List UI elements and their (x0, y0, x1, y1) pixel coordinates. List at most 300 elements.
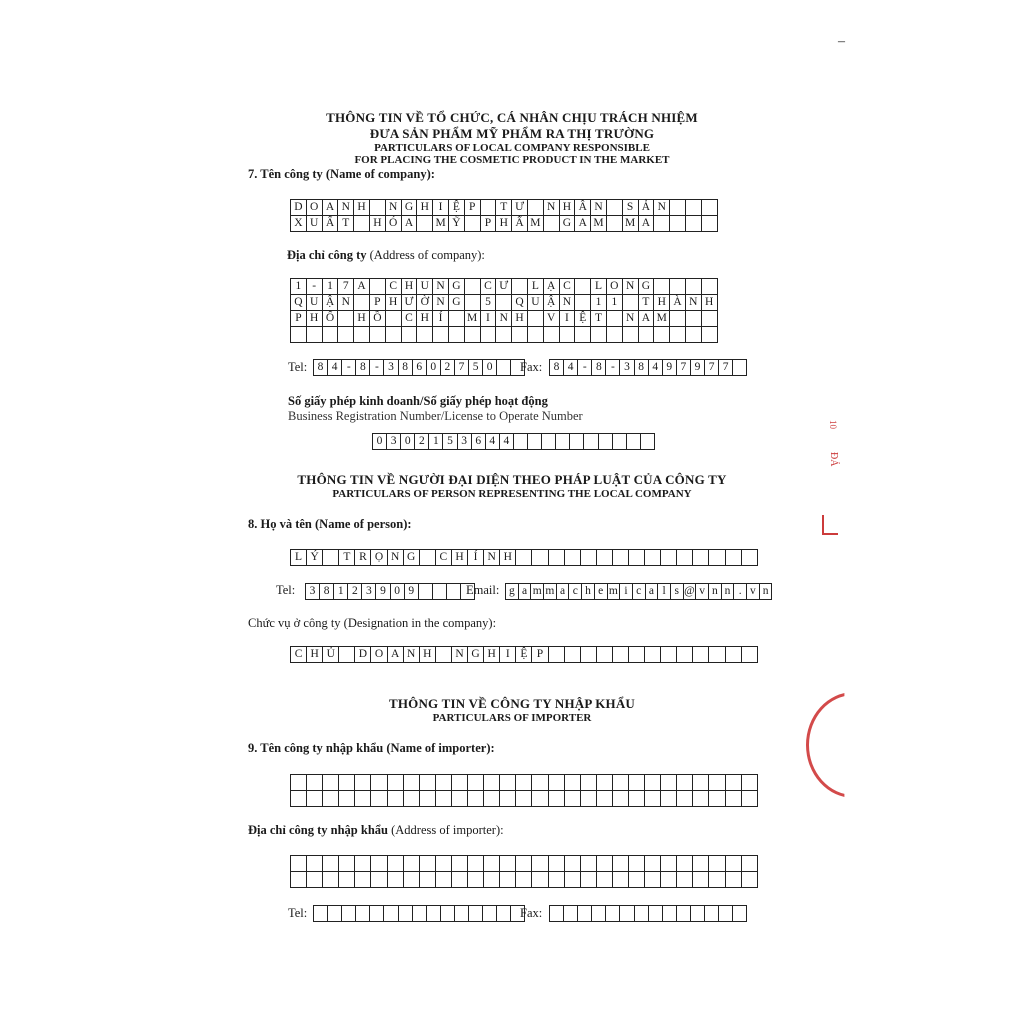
char-box (419, 584, 433, 600)
side-stamp-mark (822, 515, 838, 535)
char-box: N (433, 279, 449, 295)
char-box (532, 775, 548, 791)
char-box (465, 327, 481, 343)
char-box: Ố (323, 311, 339, 327)
char-box: 7 (338, 279, 354, 295)
char-box (645, 775, 661, 791)
char-box: 8 (356, 360, 370, 376)
char-box (544, 327, 560, 343)
char-box (581, 550, 597, 566)
char-box: N (433, 295, 449, 311)
char-box: N (452, 647, 468, 663)
char-box: Ó (386, 216, 402, 232)
company-address-label-en: (Address of company): (369, 248, 485, 262)
char-box (709, 550, 725, 566)
char-box (452, 791, 468, 807)
company-section-title-en-1: PARTICULARS OF LOCAL COMPANY RESPONSIBLE (374, 142, 650, 154)
char-box: Ọ (371, 550, 387, 566)
char-box: 2 (441, 360, 455, 376)
char-box: l (658, 584, 671, 600)
char-box (635, 906, 649, 922)
char-box: 8 (592, 360, 606, 376)
char-box (291, 872, 307, 888)
char-box (581, 791, 597, 807)
char-box (670, 311, 686, 327)
char-box: 5 (443, 434, 457, 450)
char-box (339, 775, 355, 791)
company-name-label: 7. Tên công ty (Name of company): (248, 167, 435, 181)
char-box (693, 856, 709, 872)
char-box: a (646, 584, 659, 600)
char-box: O (371, 647, 387, 663)
char-box (420, 775, 436, 791)
char-box: G (449, 295, 465, 311)
person-section-title-vn: THÔNG TIN VỀ NGƯỜI ĐẠI DIỆN THEO PHÁP LUẬT CỦA CÔNG TY (297, 472, 727, 487)
char-box: 1 (591, 295, 607, 311)
char-box (742, 775, 758, 791)
importer-tel-row[interactable] (313, 905, 525, 922)
char-box (338, 327, 354, 343)
char-box (677, 872, 693, 888)
char-box: 6 (413, 360, 427, 376)
char-box: Ậ (323, 295, 339, 311)
char-box (468, 775, 484, 791)
char-box (449, 311, 465, 327)
char-box: R (355, 550, 371, 566)
char-box: U (307, 216, 323, 232)
char-box (629, 872, 645, 888)
char-box: G (402, 200, 418, 216)
char-box (388, 872, 404, 888)
char-box (436, 647, 452, 663)
char-box: Ồ (370, 311, 386, 327)
char-box (433, 584, 447, 600)
char-box: Ỹ (449, 216, 465, 232)
company-address-row[interactable] (290, 310, 718, 327)
char-box (549, 775, 565, 791)
char-box (370, 200, 386, 216)
char-box (654, 216, 670, 232)
char-box: H (386, 295, 402, 311)
char-box (307, 791, 323, 807)
char-box: 4 (500, 434, 514, 450)
char-box (417, 216, 433, 232)
char-box (516, 550, 532, 566)
char-box (291, 791, 307, 807)
char-box (420, 791, 436, 807)
char-box (649, 906, 663, 922)
char-box (291, 775, 307, 791)
char-box: 3 (620, 360, 634, 376)
company-fax-row[interactable] (549, 359, 747, 376)
char-box (528, 434, 542, 450)
char-box (726, 550, 742, 566)
char-box: v (696, 584, 709, 600)
char-box (584, 434, 598, 450)
char-box (354, 327, 370, 343)
char-box (323, 550, 339, 566)
char-box: T (591, 311, 607, 327)
char-box (623, 327, 639, 343)
char-box (481, 200, 497, 216)
char-box (314, 906, 328, 922)
char-box (528, 311, 544, 327)
char-box: h (582, 584, 595, 600)
char-box (532, 791, 548, 807)
char-box: 2 (415, 434, 429, 450)
char-box (532, 872, 548, 888)
char-box (693, 872, 709, 888)
char-box: H (702, 295, 718, 311)
company-address-row[interactable] (290, 278, 718, 295)
char-box: 0 (427, 360, 441, 376)
char-box (591, 327, 607, 343)
char-box (560, 327, 576, 343)
char-box: . (734, 584, 747, 600)
char-box (565, 647, 581, 663)
char-box (719, 906, 733, 922)
char-box (468, 791, 484, 807)
char-box (468, 856, 484, 872)
char-box: 0 (401, 434, 415, 450)
char-box: M (433, 216, 449, 232)
char-box (629, 856, 645, 872)
char-box (500, 856, 516, 872)
char-box (705, 906, 719, 922)
char-box: 5 (469, 360, 483, 376)
char-box: N (496, 311, 512, 327)
char-box: 0 (373, 434, 387, 450)
char-box: 3 (384, 360, 398, 376)
char-box: n (722, 584, 735, 600)
company-tel-row[interactable] (313, 359, 525, 376)
char-box (686, 200, 702, 216)
char-box (339, 872, 355, 888)
side-stamp-text-1: 10 (828, 420, 838, 429)
char-box (544, 216, 560, 232)
char-box: U (528, 295, 544, 311)
char-box (645, 856, 661, 872)
company-name-row[interactable] (290, 199, 718, 216)
char-box: G (639, 279, 655, 295)
char-box: m (544, 584, 557, 600)
char-box: n (760, 584, 773, 600)
char-box (338, 311, 354, 327)
char-box (565, 791, 581, 807)
importer-name-row[interactable] (290, 774, 758, 791)
char-box: P (532, 647, 548, 663)
char-box: C (481, 279, 497, 295)
char-box (441, 906, 455, 922)
char-box (549, 872, 565, 888)
char-box: 1 (334, 584, 348, 600)
char-box: N (686, 295, 702, 311)
char-box: g (506, 584, 519, 600)
char-box (654, 327, 670, 343)
char-box (645, 872, 661, 888)
char-box (404, 775, 420, 791)
char-box: H (354, 200, 370, 216)
char-box (613, 872, 629, 888)
char-box (581, 775, 597, 791)
char-box: 9 (405, 584, 419, 600)
char-box: H (452, 550, 468, 566)
char-box (355, 856, 371, 872)
char-box: N (560, 295, 576, 311)
char-box: T (338, 216, 354, 232)
importer-address-row[interactable] (290, 855, 758, 872)
company-fax-label: Fax: (520, 360, 543, 374)
char-box: N (404, 647, 420, 663)
person-email-row[interactable] (505, 583, 772, 600)
char-box (323, 327, 339, 343)
char-box (452, 872, 468, 888)
company-name-row[interactable] (290, 215, 718, 232)
char-box (565, 550, 581, 566)
char-box (339, 647, 355, 663)
char-box (670, 216, 686, 232)
char-box (606, 906, 620, 922)
char-box (484, 775, 500, 791)
char-box: M (654, 311, 670, 327)
char-box: I (481, 311, 497, 327)
char-box (575, 295, 591, 311)
char-box (645, 647, 661, 663)
license-row[interactable] (372, 433, 655, 450)
person-tel-row[interactable] (305, 583, 475, 600)
char-box: 7 (719, 360, 733, 376)
char-box (500, 791, 516, 807)
char-box: 4 (328, 360, 342, 376)
char-box: L (528, 279, 544, 295)
char-box (465, 279, 481, 295)
char-box: 7 (455, 360, 469, 376)
char-box (516, 791, 532, 807)
char-box: M (623, 216, 639, 232)
char-box (323, 856, 339, 872)
char-box (613, 647, 629, 663)
char-box (613, 791, 629, 807)
char-box (371, 791, 387, 807)
char-box (371, 856, 387, 872)
char-box: H (654, 295, 670, 311)
char-box (733, 360, 747, 376)
char-box: A (402, 216, 418, 232)
char-box: N (623, 311, 639, 327)
char-box: Ạ (544, 279, 560, 295)
char-box: M (591, 216, 607, 232)
char-box (469, 906, 483, 922)
char-box (354, 295, 370, 311)
char-box: Ờ (417, 295, 433, 311)
char-box (599, 434, 613, 450)
char-box: 4 (649, 360, 663, 376)
company-address-row[interactable] (290, 326, 718, 343)
char-box: X (291, 216, 307, 232)
char-box (677, 647, 693, 663)
char-box: L (291, 550, 307, 566)
char-box: T (496, 200, 512, 216)
char-box (516, 872, 532, 888)
person-email-label: Email: (466, 583, 500, 597)
char-box: a (519, 584, 532, 600)
char-box (291, 856, 307, 872)
char-box (693, 791, 709, 807)
char-box: C (402, 311, 418, 327)
char-box: H (370, 216, 386, 232)
char-box (709, 791, 725, 807)
char-box: V (544, 311, 560, 327)
char-box: A (639, 311, 655, 327)
company-address-label-vn: Địa chỉ công ty (287, 248, 367, 262)
char-box: P (465, 200, 481, 216)
char-box (413, 906, 427, 922)
char-box: 0 (391, 584, 405, 600)
char-box: 5 (481, 295, 497, 311)
importer-fax-row[interactable] (549, 905, 747, 922)
char-box: C (436, 550, 452, 566)
char-box (404, 791, 420, 807)
person-name-row[interactable] (290, 549, 758, 566)
char-box (677, 906, 691, 922)
importer-address-row[interactable] (290, 871, 758, 888)
char-box: m (608, 584, 621, 600)
char-box: Ấ (323, 216, 339, 232)
char-box (742, 872, 758, 888)
char-box: v (747, 584, 760, 600)
company-section-title-vn-2: ĐƯA SẢN PHẨM MỸ PHẨM RA THỊ TRƯỜNG (369, 126, 655, 141)
char-box (355, 775, 371, 791)
char-box: Ư (496, 279, 512, 295)
char-box: H (496, 216, 512, 232)
company-section-title-en-2: FOR PLACING THE COSMETIC PRODUCT IN THE MARKET (354, 154, 670, 166)
char-box (686, 216, 702, 232)
char-box (607, 216, 623, 232)
char-box (581, 872, 597, 888)
char-box (516, 775, 532, 791)
char-box (339, 856, 355, 872)
char-box: - (307, 279, 323, 295)
char-box (661, 872, 677, 888)
char-box (613, 856, 629, 872)
char-box: N (338, 295, 354, 311)
char-box (291, 327, 307, 343)
char-box: A (388, 647, 404, 663)
char-box (465, 216, 481, 232)
importer-fax-label: Fax: (520, 906, 543, 920)
char-box: 4 (564, 360, 578, 376)
char-box (670, 279, 686, 295)
char-box (613, 550, 629, 566)
char-box (709, 872, 725, 888)
importer-name-label: 9. Tên công ty nhập khẩu (Name of importer): (248, 741, 495, 755)
char-box (516, 856, 532, 872)
char-box: H (560, 200, 576, 216)
char-box (402, 327, 418, 343)
char-box: Ậ (544, 295, 560, 311)
company-address-label (287, 248, 485, 263)
char-box: Ý (307, 550, 323, 566)
char-box: a (557, 584, 570, 600)
char-box (691, 906, 705, 922)
company-address-row[interactable] (290, 294, 718, 311)
char-box: G (468, 647, 484, 663)
char-box (661, 791, 677, 807)
char-box: 3 (306, 584, 320, 600)
char-box (427, 906, 441, 922)
char-box: 8 (314, 360, 328, 376)
char-box (556, 434, 570, 450)
char-box: 3 (362, 584, 376, 600)
char-box (307, 327, 323, 343)
char-box: 3 (458, 434, 472, 450)
char-box (645, 550, 661, 566)
person-name-label: 8. Họ và tên (Name of person): (248, 517, 412, 531)
char-box (686, 311, 702, 327)
char-box (307, 856, 323, 872)
char-box: G (560, 216, 576, 232)
char-box (742, 856, 758, 872)
char-box (532, 550, 548, 566)
char-box (709, 856, 725, 872)
char-box (370, 906, 384, 922)
char-box: O (307, 200, 323, 216)
char-box (597, 856, 613, 872)
char-box (549, 791, 565, 807)
char-box (581, 647, 597, 663)
char-box (693, 775, 709, 791)
char-box: A (639, 216, 655, 232)
char-box (388, 791, 404, 807)
char-box (484, 791, 500, 807)
char-box: T (339, 550, 355, 566)
char-box (693, 550, 709, 566)
char-box: H (307, 311, 323, 327)
char-box: 8 (399, 360, 413, 376)
char-box (532, 856, 548, 872)
char-box (686, 279, 702, 295)
char-box: N (338, 200, 354, 216)
char-box (702, 279, 718, 295)
char-box: D (291, 200, 307, 216)
char-box: H (420, 647, 436, 663)
char-box: 3 (387, 434, 401, 450)
char-box: M (465, 311, 481, 327)
char-box: Ủ (323, 647, 339, 663)
char-box (702, 327, 718, 343)
char-box (629, 550, 645, 566)
char-box (742, 647, 758, 663)
char-box (465, 295, 481, 311)
char-box (670, 200, 686, 216)
char-box: 1 (429, 434, 443, 450)
char-box (629, 791, 645, 807)
char-box: I (560, 311, 576, 327)
char-box (629, 775, 645, 791)
char-box (542, 434, 556, 450)
char-box (677, 791, 693, 807)
char-box: N (544, 200, 560, 216)
char-box (645, 791, 661, 807)
char-box (565, 856, 581, 872)
char-box: 2 (348, 584, 362, 600)
importer-name-row[interactable] (290, 790, 758, 807)
char-box (528, 327, 544, 343)
char-box (420, 872, 436, 888)
designation-row[interactable] (290, 646, 758, 663)
char-box: A (354, 279, 370, 295)
char-box (661, 647, 677, 663)
